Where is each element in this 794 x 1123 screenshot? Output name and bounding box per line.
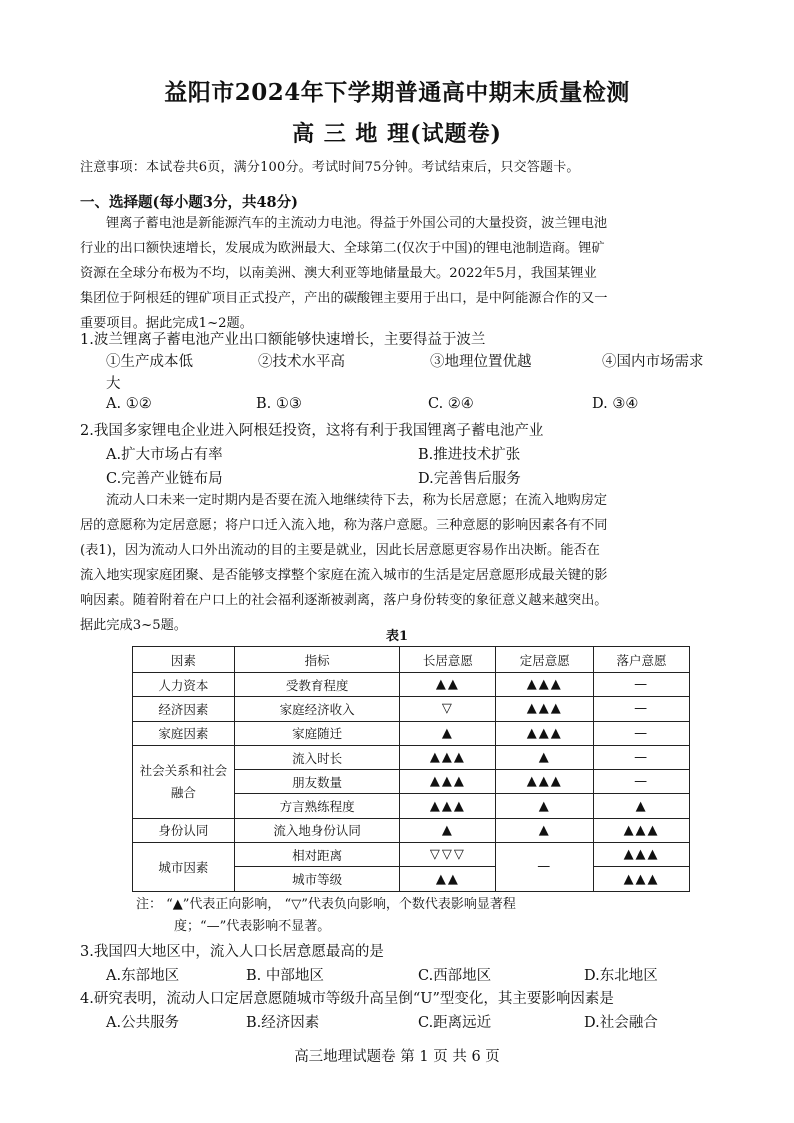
factor-cell: 家庭因素 [133, 721, 235, 745]
settle-cell: ▲▲▲ [496, 697, 594, 721]
q4-choice-c[interactable]: C.距离远近 [418, 1015, 492, 1031]
indicator-cell: 家庭经济收入 [234, 697, 400, 721]
hukou-cell: — [594, 770, 690, 794]
factor-cell: 城市因素 [133, 843, 235, 892]
q2-choice-a[interactable]: A.扩大市场占有率 [106, 447, 223, 463]
page-footer: 高三地理试题卷 第 1 页 共 6 页 [294, 1049, 500, 1065]
q2-choice-d[interactable]: D.完善售后服务 [418, 471, 521, 487]
q1-item-1: ①生产成本低 [106, 354, 193, 370]
passage-line: (表1)，因为流动人口外出流动的目的主要是就业，因此长居意愿更容易作出决断。能否在 [80, 543, 600, 558]
q1-item-3: ③地理位置优越 [430, 354, 532, 370]
page-title: 益阳市2024年下学期普通高中期末质量检测 [164, 79, 630, 106]
indicator-cell: 流入地身份认同 [234, 818, 400, 842]
passage-line: 响因素。随着附着在户口上的社会福利逐渐被剥离，落户身份转变的象征意义越来越突出。 [80, 593, 608, 608]
exam-notice: 注意事项：本试卷共6页，满分100分。考试时间75分钟。考试结束后，只交答题卡。 [80, 160, 580, 175]
settle-cell: ▲ [496, 745, 594, 769]
passage-migration [80, 488, 720, 638]
q3-choice-a[interactable]: A.东部地区 [106, 968, 180, 984]
question-1-stem: 1.波兰锂离子蓄电池产业出口额能够快速增长，主要得益于波兰 [80, 332, 486, 348]
table-header-row [133, 647, 690, 673]
indicator-cell: 流入时长 [234, 745, 400, 769]
indicator-cell: 方言熟练程度 [234, 794, 400, 818]
q4-choice-b[interactable]: B.经济因素 [246, 1015, 320, 1031]
q1-choice-b[interactable]: B. ①③ [256, 396, 302, 412]
passage-line: 据此完成3~5题。 [80, 618, 187, 633]
table-row [133, 721, 690, 745]
stay-cell: ▲ [400, 818, 496, 842]
stay-cell: ▲ [400, 721, 496, 745]
q4-choice-d[interactable]: D.社会融合 [584, 1015, 658, 1031]
factor-cell: 身份认同 [133, 818, 235, 842]
hukou-cell: ▲ [594, 794, 690, 818]
hukou-cell: — [594, 721, 690, 745]
q1-item-4: ④国内市场需求 [602, 354, 704, 370]
factor-cell: 人力资本 [133, 673, 235, 697]
hukou-cell: — [594, 697, 690, 721]
passage-line: 集团位于阿根廷的锂矿项目正式投产，产出的碳酸锂主要用于出口，是中阿能源合作的又一 [80, 291, 608, 306]
table-caption: 表1 [385, 629, 409, 644]
table-header: 定居意愿 [496, 647, 594, 673]
factor-cell: 社会关系和社会融合 [133, 745, 235, 818]
indicator-cell: 相对距离 [234, 843, 400, 867]
q2-choice-c[interactable]: C.完善产业链布局 [106, 471, 223, 487]
q3-choice-b[interactable]: B. 中部地区 [246, 968, 324, 984]
stay-cell: ▲▲▲ [400, 770, 496, 794]
passage-line: 锂离子蓄电池是新能源汽车的主流动力电池。得益于外国公司的大量投资，波兰锂电池 [106, 216, 608, 231]
hukou-cell: ▲▲▲ [594, 867, 690, 891]
settle-cell: ▲▲▲ [496, 721, 594, 745]
table-note-line-2: 度；“—”代表影响不显著。 [174, 919, 331, 934]
settle-cell: ▲ [496, 794, 594, 818]
stay-cell: ▲▲ [400, 867, 496, 891]
table-row [133, 843, 690, 867]
table-header: 长居意愿 [400, 647, 496, 673]
hukou-cell: ▲▲▲ [594, 818, 690, 842]
stay-cell: ▽ [400, 697, 496, 721]
passage-line: 重要项目。据此完成1~2题。 [80, 316, 253, 331]
passage-lithium [80, 211, 720, 336]
passage-line: 行业的出口额快速增长，发展成为欧洲最大、全球第二(仅次于中国)的锂电池制造商。锂矿 [80, 241, 605, 256]
factor-cell: 经济因素 [133, 697, 235, 721]
question-3-stem: 3.我国四大地区中，流入人口长居意愿最高的是 [80, 944, 384, 960]
page-subtitle: 高 三 地 理(试题卷) [292, 121, 502, 147]
stay-cell: ▲▲▲ [400, 794, 496, 818]
indicator-cell: 受教育程度 [234, 673, 400, 697]
passage-line: 流入地实现家庭团聚、是否能够支撑整个家庭在流入城市的生活是定居意愿形成最关键的影 [80, 568, 608, 583]
table-row [133, 745, 690, 769]
section-heading: 一、选择题(每小题3分，共48分) [80, 194, 298, 211]
table-row [133, 818, 690, 842]
passage-line: 流动人口未来一定时期内是否要在流入地继续待下去，称为长居意愿；在流入地购房定 [106, 493, 608, 508]
table-header: 落户意愿 [594, 647, 690, 673]
q1-choice-a[interactable]: A. ①② [106, 396, 152, 412]
q1-item-4-wrap: 大 [106, 376, 121, 392]
factor-table [132, 646, 690, 892]
q1-choice-c[interactable]: C. ②④ [428, 396, 474, 412]
question-2-stem: 2.我国多家锂电企业进入阿根廷投资，这将有利于我国锂离子蓄电池产业 [80, 423, 544, 439]
q2-choice-b[interactable]: B.推进技术扩张 [418, 447, 521, 463]
hukou-cell: — [594, 673, 690, 697]
q4-choice-a[interactable]: A.公共服务 [106, 1015, 180, 1031]
q1-item-2: ②技术水平高 [258, 354, 345, 370]
settle-cell: ▲ [496, 818, 594, 842]
q3-choice-d[interactable]: D.东北地区 [584, 968, 658, 984]
stay-cell: ▽▽▽ [400, 843, 496, 867]
table-row [133, 697, 690, 721]
settle-cell: ▲▲▲ [496, 673, 594, 697]
q3-choice-c[interactable]: C.西部地区 [418, 968, 492, 984]
table-row [133, 673, 690, 697]
indicator-cell: 朋友数量 [234, 770, 400, 794]
table-header: 指标 [234, 647, 400, 673]
settle-cell: ▲▲▲ [496, 770, 594, 794]
hukou-cell: ▲▲▲ [594, 843, 690, 867]
table-note-line-1: 注： “▲”代表正向影响， “▽”代表负向影响，个数代表影响显著程 [136, 897, 516, 912]
stay-cell: ▲▲ [400, 673, 496, 697]
passage-line: 居的意愿称为定居意愿；将户口迁入流入地，称为落户意愿。三种意愿的影响因素各有不同 [80, 518, 608, 533]
question-4-stem: 4.研究表明，流动人口定居意愿随城市等级升高呈倒“U”型变化，其主要影响因素是 [80, 991, 614, 1007]
table-header: 因素 [133, 647, 235, 673]
settle-cell: — [496, 843, 594, 892]
hukou-cell: — [594, 745, 690, 769]
indicator-cell: 家庭随迁 [234, 721, 400, 745]
passage-line: 资源在全球分布极为不均，以南美洲、澳大利亚等地储量最大。2022年5月，我国某锂业 [80, 266, 597, 281]
indicator-cell: 城市等级 [234, 867, 400, 891]
q1-choice-d[interactable]: D. ③④ [592, 396, 639, 412]
stay-cell: ▲▲▲ [400, 745, 496, 769]
